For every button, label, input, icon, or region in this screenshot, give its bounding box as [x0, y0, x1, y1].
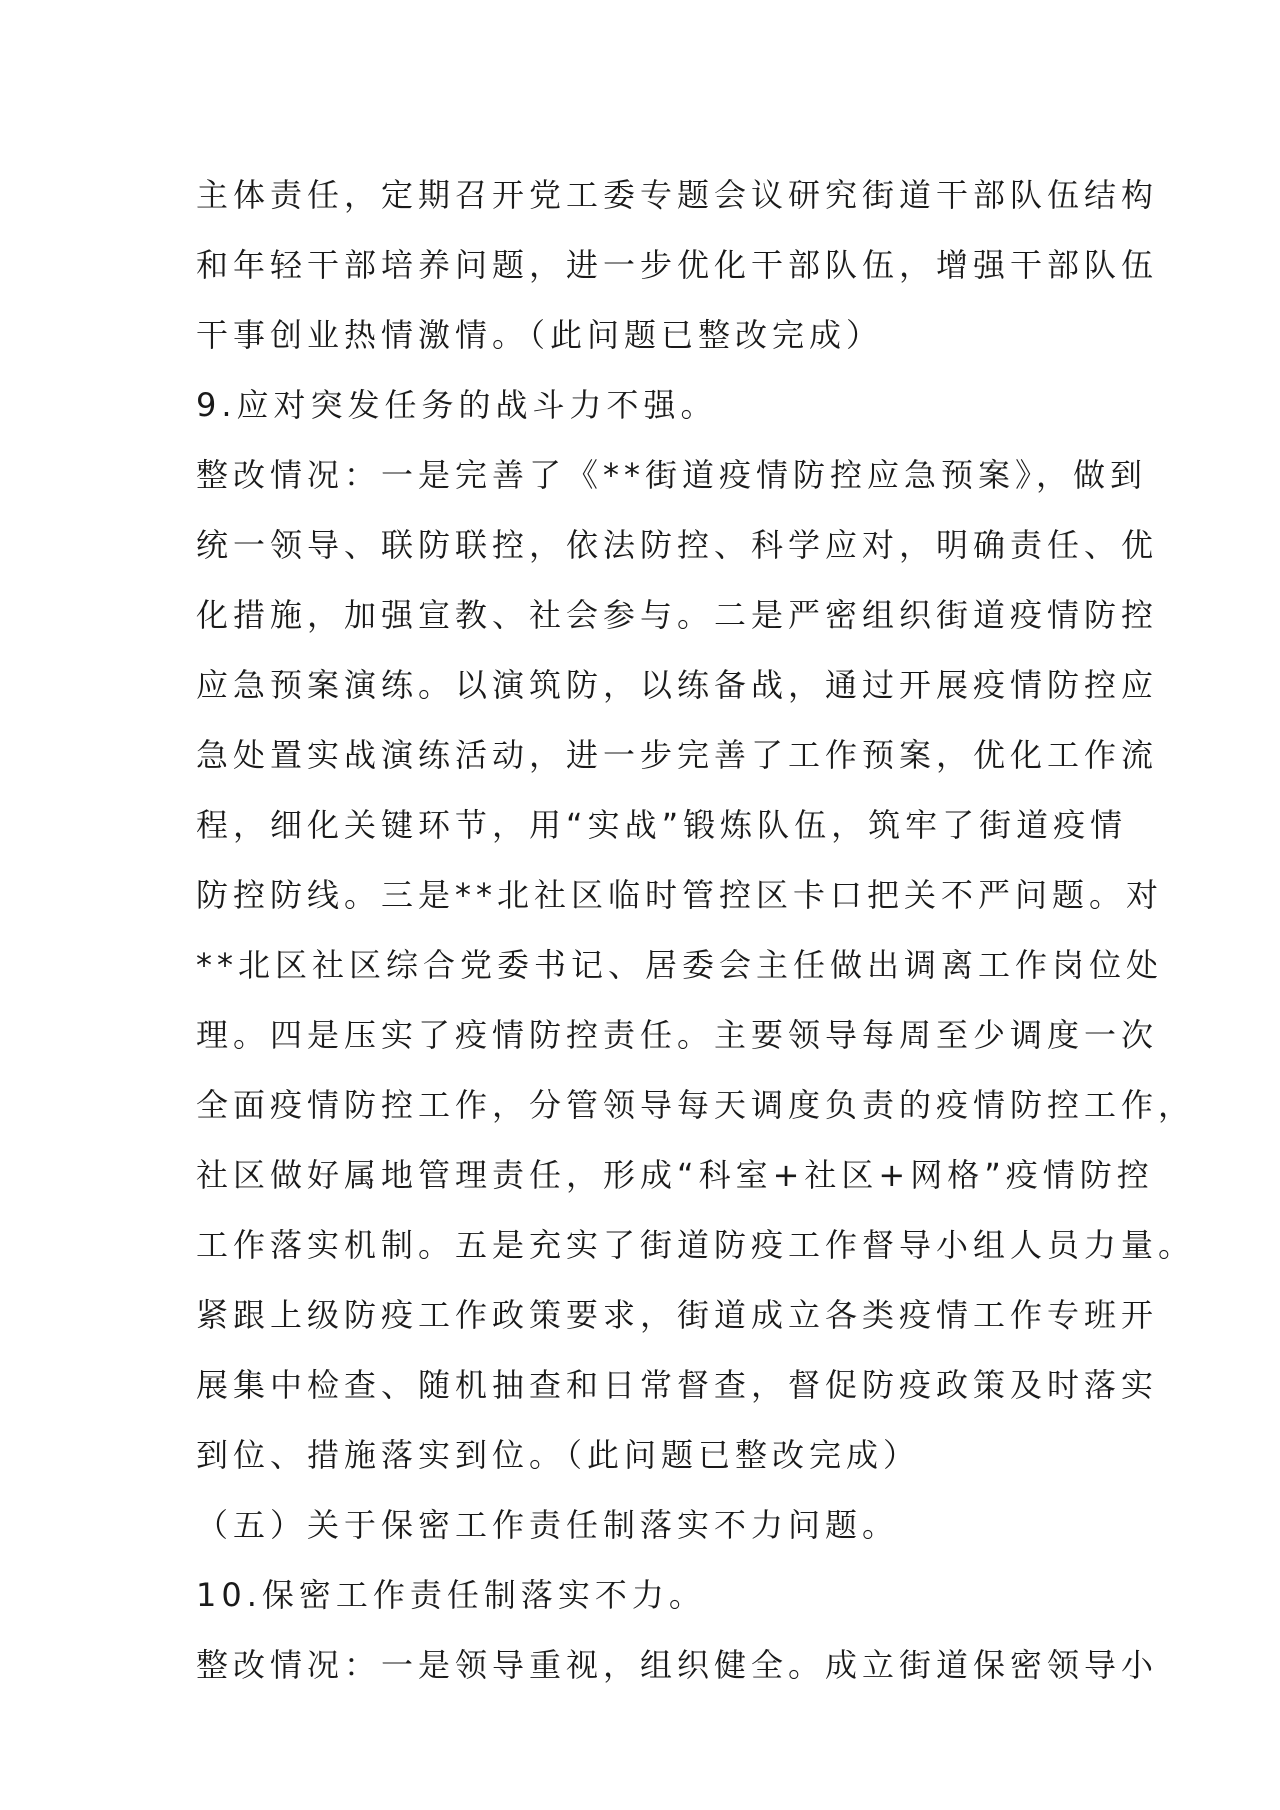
text-line: 程，细化关键环节，用“实战”锻炼队伍，筑牢了街道疫情	[196, 806, 1128, 844]
text-line: 理。四是压实了疫情防控责任。主要领导每周至少调度一次	[196, 1016, 1159, 1054]
item-heading-9: 9.应对突发任务的战斗力不强。	[196, 386, 718, 424]
text-line: 干事创业热情激情。（此问题已整改完成）	[196, 316, 884, 354]
text-line: **北区社区综合党委书记、居委会主任做出调离工作岗位处	[196, 946, 1164, 984]
text-line: 主体责任，定期召开党工委专题会议研究街道干部队伍结构	[196, 176, 1159, 214]
text-line: 工作落实机制。五是充实了街道防疫工作督导小组人员力量。	[196, 1226, 1196, 1264]
text-line: 防控防线。三是**北社区临时管控区卡口把关不严问题。对	[196, 876, 1164, 914]
text-line: 社区做好属地管理责任，形成“科室+社区+网格”疫情防控	[196, 1156, 1154, 1194]
section-heading-5: （五）关于保密工作责任制落实不力问题。	[196, 1506, 900, 1544]
text-line: 展集中检查、随机抽查和日常督查，督促防疫政策及时落实	[196, 1366, 1159, 1404]
text-line: 化措施，加强宣教、社会参与。二是严密组织街道疫情防控	[196, 596, 1159, 634]
text-line: 紧跟上级防疫工作政策要求，街道成立各类疫情工作专班开	[196, 1296, 1159, 1334]
text-line: 急处置实战演练活动，进一步完善了工作预案，优化工作流	[196, 736, 1159, 774]
text-line: 应急预案演练。以演筑防，以练备战，通过开展疫情防控应	[196, 666, 1159, 704]
text-line: 和年轻干部培养问题，进一步优化干部队伍，增强干部队伍	[196, 246, 1159, 284]
text-line: 统一领导、联防联控，依法防控、科学应对，明确责任、优	[196, 526, 1159, 564]
text-line: 到位、措施落实到位。（此问题已整改完成）	[196, 1436, 921, 1474]
item-heading-10: 10.保密工作责任制落实不力。	[196, 1576, 706, 1614]
document-body	[196, 160, 1196, 1700]
text-line: 整改情况：一是领导重视，组织健全。成立街道保密领导小	[196, 1646, 1159, 1684]
text-line: 整改情况：一是完善了《**街道疫情防控应急预案》，做到	[196, 456, 1148, 494]
text-line: 全面疫情防控工作，分管领导每天调度负责的疫情防控工作，	[196, 1086, 1196, 1124]
